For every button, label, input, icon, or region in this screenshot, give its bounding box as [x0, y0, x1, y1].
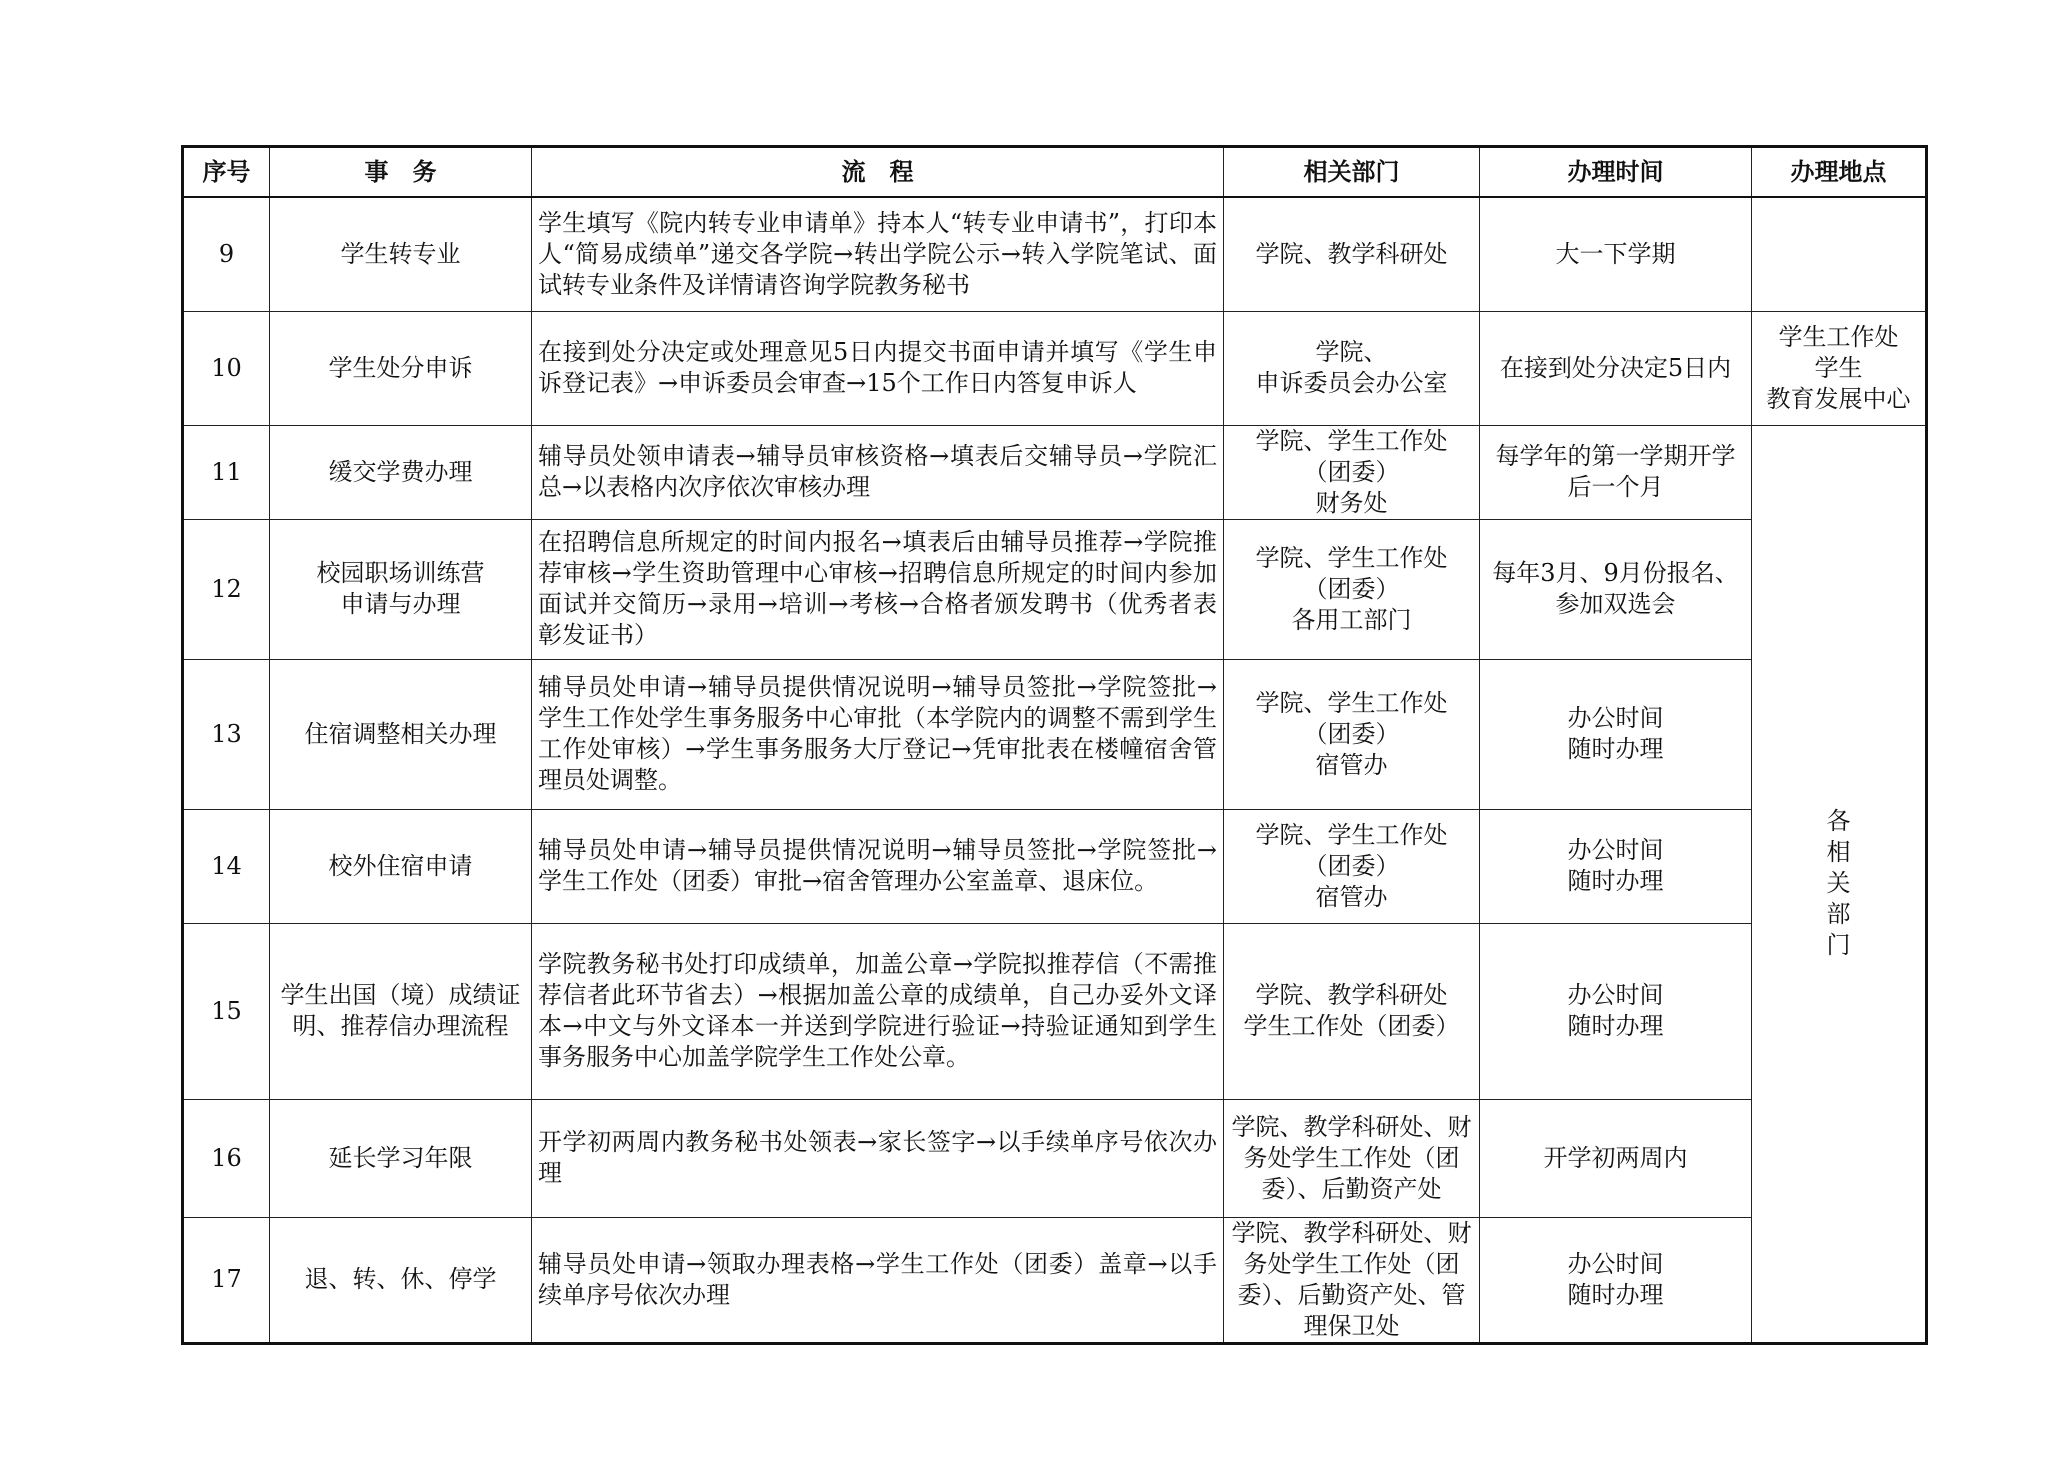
header-location: 办理地点 — [1752, 147, 1927, 198]
affair-time: 开学初两周内 — [1480, 1099, 1752, 1217]
table-row — [183, 659, 1927, 809]
student-affairs-table — [181, 145, 1928, 1345]
header-row — [183, 147, 1927, 198]
affair-time: 每年3月、9月份报名、参加双选会 — [1480, 519, 1752, 659]
affair-dept: 学院、教学科研处 学生工作处（团委） — [1224, 923, 1480, 1099]
affair-process: 在招聘信息所规定的时间内报名→填表后由辅导员推荐→学院推荐审核→学生资助管理中心审核→招聘信息所规定的时间内参加面试并交简历→录用→培训→考核→合格者颁发聘书（优秀者表彰发证书） — [532, 519, 1224, 659]
header-process: 流 程 — [532, 147, 1224, 198]
header-item: 事 务 — [270, 147, 532, 198]
affair-process: 辅导员处申请→领取办理表格→学生工作处（团委）盖章→以手续单序号依次办理 — [532, 1217, 1224, 1343]
affair-time: 办公时间 随时办理 — [1480, 659, 1752, 809]
affair-name: 延长学习年限 — [270, 1099, 532, 1217]
table-row — [183, 1217, 1927, 1343]
table-row — [183, 809, 1927, 923]
affair-process: 学院教务秘书处打印成绩单，加盖公章→学院拟推荐信（不需推荐信者此环节省去）→根据加盖公章的成绩单，自己办妥外文译本→中文与外文译本一并送到学院进行验证→持验证通知到学生事务服务中心加盖学院学生工作处公章。 — [532, 923, 1224, 1099]
affair-time: 办公时间 随时办理 — [1480, 809, 1752, 923]
affair-process: 学生填写《院内转专业申请单》持本人“转专业申请书”，打印本人“简易成绩单”递交各学院→转出学院公示→转入学院笔试、面试转专业条件及详情请咨询学院教务秘书 — [532, 197, 1224, 311]
table-row — [183, 197, 1927, 311]
affair-time: 每学年的第一学期开学后一个月 — [1480, 425, 1752, 519]
affair-dept: 学院、学生工作处 （团委） 各用工部门 — [1224, 519, 1480, 659]
affair-dept: 学院、教学科研处、财务处学生工作处（团委）、后勤资产处、管理保卫处 — [1224, 1217, 1480, 1343]
affair-time: 办公时间 随时办理 — [1480, 923, 1752, 1099]
row-number: 15 — [183, 923, 270, 1099]
row-number: 17 — [183, 1217, 270, 1343]
header-time: 办理时间 — [1480, 147, 1752, 198]
affair-time: 在接到处分决定5日内 — [1480, 311, 1752, 425]
row-number: 13 — [183, 659, 270, 809]
header-num: 序号 — [183, 147, 270, 198]
table-row — [183, 311, 1927, 425]
merged-location: 各 相 关 部 门 — [1752, 425, 1927, 1343]
row-number: 11 — [183, 425, 270, 519]
affair-dept: 学院、学生工作处 （团委） 宿管办 — [1224, 659, 1480, 809]
header-dept: 相关部门 — [1224, 147, 1480, 198]
affair-dept: 学院、 申诉委员会办公室 — [1224, 311, 1480, 425]
affair-name: 学生转专业 — [270, 197, 532, 311]
table-row — [183, 425, 1927, 519]
table-row — [183, 1099, 1927, 1217]
affair-name: 缓交学费办理 — [270, 425, 532, 519]
row-number: 14 — [183, 809, 270, 923]
affair-name: 退、转、休、停学 — [270, 1217, 532, 1343]
affair-process: 辅导员处申请→辅导员提供情况说明→辅导员签批→学院签批→学生工作处（团委）审批→宿舍管理办公室盖章、退床位。 — [532, 809, 1224, 923]
affair-name: 学生出国（境）成绩证明、推荐信办理流程 — [270, 923, 532, 1099]
row-number: 12 — [183, 519, 270, 659]
affair-process: 辅导员处申请→辅导员提供情况说明→辅导员签批→学院签批→学生工作处学生事务服务中心审批（本学院内的调整不需到学生工作处审核）→学生事务服务大厅登记→凭审批表在楼幢宿舍管理员处调整。 — [532, 659, 1224, 809]
affair-dept: 学院、学生工作处 （团委） 宿管办 — [1224, 809, 1480, 923]
table-row — [183, 519, 1927, 659]
affair-process: 在接到处分决定或处理意见5日内提交书面申请并填写《学生申诉登记表》→申诉委员会审查→15个工作日内答复申诉人 — [532, 311, 1224, 425]
row-number: 10 — [183, 311, 270, 425]
affair-name: 校园职场训练营 申请与办理 — [270, 519, 532, 659]
row-number: 16 — [183, 1099, 270, 1217]
affair-time: 办公时间 随时办理 — [1480, 1217, 1752, 1343]
affair-process: 辅导员处领申请表→辅导员审核资格→填表后交辅导员→学院汇总→以表格内次序依次审核办理 — [532, 425, 1224, 519]
affair-dept: 学院、学生工作处 （团委） 财务处 — [1224, 425, 1480, 519]
affair-name: 住宿调整相关办理 — [270, 659, 532, 809]
affair-location — [1752, 197, 1927, 311]
affair-process: 开学初两周内教务秘书处领表→家长签字→以手续单序号依次办理 — [532, 1099, 1224, 1217]
affair-name: 校外住宿申请 — [270, 809, 532, 923]
affair-name: 学生处分申诉 — [270, 311, 532, 425]
row-number: 9 — [183, 197, 270, 311]
affair-time: 大一下学期 — [1480, 197, 1752, 311]
affair-location: 学生工作处 学生 教育发展中心 — [1752, 311, 1927, 425]
affair-dept: 学院、教学科研处、财务处学生工作处（团委）、后勤资产处 — [1224, 1099, 1480, 1217]
affair-dept: 学院、教学科研处 — [1224, 197, 1480, 311]
table-row — [183, 923, 1927, 1099]
